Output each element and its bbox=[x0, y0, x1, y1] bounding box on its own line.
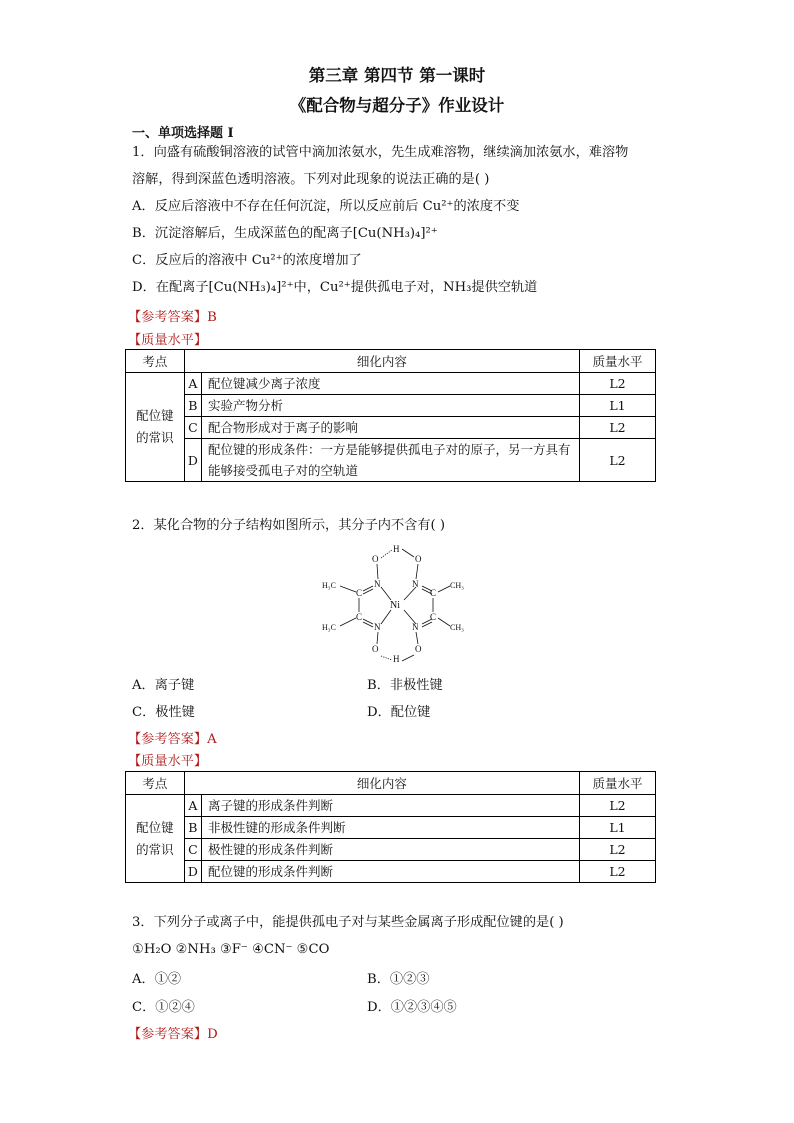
atom-n-lower-left: N bbox=[374, 622, 381, 632]
q1-stem-line1: 1．向盛有硫酸铜溶液的试管中滴加浓氨水，先生成难溶物，继续滴加浓氨水，难溶物 bbox=[132, 145, 629, 160]
atom-o-bottom-left: O bbox=[372, 644, 379, 654]
atom-n-upper-right: N bbox=[412, 579, 419, 589]
option-cell: D bbox=[184, 439, 201, 482]
q3-option-b: B．①②③ bbox=[367, 972, 430, 987]
molecule-diagram bbox=[318, 540, 478, 666]
atom-o-top-left: O bbox=[372, 554, 379, 564]
option-cell: B bbox=[184, 817, 201, 839]
header-detail: 细化内容 bbox=[184, 772, 579, 795]
option-cell: D bbox=[184, 861, 201, 883]
q3-option-d: D．①②③④⑤ bbox=[367, 1000, 457, 1015]
table-row bbox=[126, 417, 656, 439]
table-row bbox=[126, 861, 656, 883]
level-cell: L1 bbox=[579, 395, 655, 417]
atom-c-upper-right: C bbox=[430, 588, 437, 598]
q2-quality-table bbox=[125, 771, 656, 883]
atom-h-bottom: H bbox=[393, 654, 400, 664]
q2-option-b: B．非极性键 bbox=[367, 678, 443, 693]
q3-stem: 3．下列分子或离子中，能提供孤电子对与某些金属离子形成配位键的是( ) bbox=[132, 915, 564, 930]
atom-n-upper-left: N bbox=[374, 579, 381, 589]
atom-h-top: H bbox=[393, 544, 400, 554]
level-cell: L1 bbox=[579, 817, 655, 839]
methyl-upper-left: H₃C bbox=[322, 581, 336, 590]
q1-option-a: A．反应后溶液中不存在任何沉淀，所以反应前后 Cu²⁺的浓度不变 bbox=[132, 199, 520, 214]
q1-quality-label: 【质量水平】 bbox=[128, 333, 208, 348]
atom-o-bottom-right: O bbox=[415, 644, 422, 654]
table-header-row bbox=[126, 772, 656, 795]
header-level: 质量水平 bbox=[579, 350, 655, 373]
methyl-upper-right: CH₃ bbox=[450, 581, 464, 590]
header-topic: 考点 bbox=[126, 772, 185, 795]
q1-answer: 【参考答案】B bbox=[128, 310, 217, 325]
table-row bbox=[126, 817, 656, 839]
section-heading: 一、单项选择题 I bbox=[132, 126, 234, 141]
level-cell: L2 bbox=[579, 373, 655, 395]
topic-cell: 配位键的常识 bbox=[126, 795, 185, 883]
q1-stem-line2: 溶解，得到深蓝色透明溶液。下列对此现象的说法正确的是( ) bbox=[132, 172, 490, 187]
option-cell: A bbox=[184, 373, 201, 395]
level-cell: L2 bbox=[579, 417, 655, 439]
level-cell: L2 bbox=[579, 439, 655, 482]
q2-option-a: A．离子键 bbox=[132, 678, 195, 693]
table-row bbox=[126, 373, 656, 395]
table-row bbox=[126, 395, 656, 417]
header-topic: 考点 bbox=[126, 350, 185, 373]
header-level: 质量水平 bbox=[579, 772, 655, 795]
detail-cell: 极性键的形成条件判断 bbox=[201, 839, 579, 861]
q2-quality-label: 【质量水平】 bbox=[128, 754, 208, 769]
q3-answer: 【参考答案】D bbox=[128, 1027, 218, 1042]
q2-answer: 【参考答案】A bbox=[128, 732, 217, 747]
header-detail: 细化内容 bbox=[184, 350, 579, 373]
page-title-line1: 第三章 第四节 第一课时 bbox=[308, 66, 486, 85]
q1-quality-table bbox=[125, 349, 656, 482]
q3-option-c: C．①②④ bbox=[132, 1000, 195, 1015]
table-row bbox=[126, 795, 656, 817]
topic-cell: 配位键的常识 bbox=[126, 373, 185, 482]
q2-option-c: C．极性键 bbox=[132, 705, 195, 720]
q1-option-c: C．反应后的溶液中 Cu²⁺的浓度增加了 bbox=[132, 253, 362, 268]
q3-option-a: A．①② bbox=[132, 972, 182, 987]
detail-cell: 离子键的形成条件判断 bbox=[201, 795, 579, 817]
option-cell: B bbox=[184, 395, 201, 417]
q1-option-d: D．在配离子[Cu(NH₃)₄]²⁺中，Cu²⁺提供孤电子对，NH₃提供空轨道 bbox=[132, 280, 538, 295]
level-cell: L2 bbox=[579, 795, 655, 817]
q3-items: ①H₂O ②NH₃ ③F⁻ ④CN⁻ ⑤CO bbox=[132, 942, 330, 957]
atom-c-lower-right: C bbox=[430, 612, 437, 622]
table-row bbox=[126, 439, 656, 482]
option-cell: C bbox=[184, 417, 201, 439]
q2-option-d: D．配位键 bbox=[367, 705, 431, 720]
detail-cell: 配位键减少离子浓度 bbox=[201, 373, 579, 395]
page-title-line2: 《配合物与超分子》作业设计 bbox=[289, 96, 505, 115]
level-cell: L2 bbox=[579, 839, 655, 861]
atom-c-upper-left: C bbox=[356, 588, 363, 598]
atom-ni: Ni bbox=[390, 600, 400, 611]
methyl-lower-left: H₃C bbox=[322, 623, 336, 632]
level-cell: L2 bbox=[579, 861, 655, 883]
methyl-lower-right: CH₃ bbox=[450, 623, 464, 632]
atom-c-lower-left: C bbox=[356, 612, 363, 622]
q1-option-b: B．沉淀溶解后，生成深蓝色的配离子[Cu(NH₃)₄]²⁺ bbox=[132, 226, 438, 241]
detail-cell: 配合物形成对于离子的影响 bbox=[201, 417, 579, 439]
table-header-row bbox=[126, 350, 656, 373]
atom-o-top-right: O bbox=[415, 554, 422, 564]
detail-cell: 实验产物分析 bbox=[201, 395, 579, 417]
option-cell: C bbox=[184, 839, 201, 861]
detail-cell: 配位键的形成条件：一方是能够提供孤电子对的原子，另一方具有能够接受孤电子对的空轨道 bbox=[201, 439, 579, 482]
option-cell: A bbox=[184, 795, 201, 817]
detail-cell: 非极性键的形成条件判断 bbox=[201, 817, 579, 839]
atom-n-lower-right: N bbox=[412, 622, 419, 632]
detail-cell: 配位键的形成条件判断 bbox=[201, 861, 579, 883]
table-row bbox=[126, 839, 656, 861]
q2-stem: 2．某化合物的分子结构如图所示，其分子内不含有( ) bbox=[132, 518, 445, 533]
